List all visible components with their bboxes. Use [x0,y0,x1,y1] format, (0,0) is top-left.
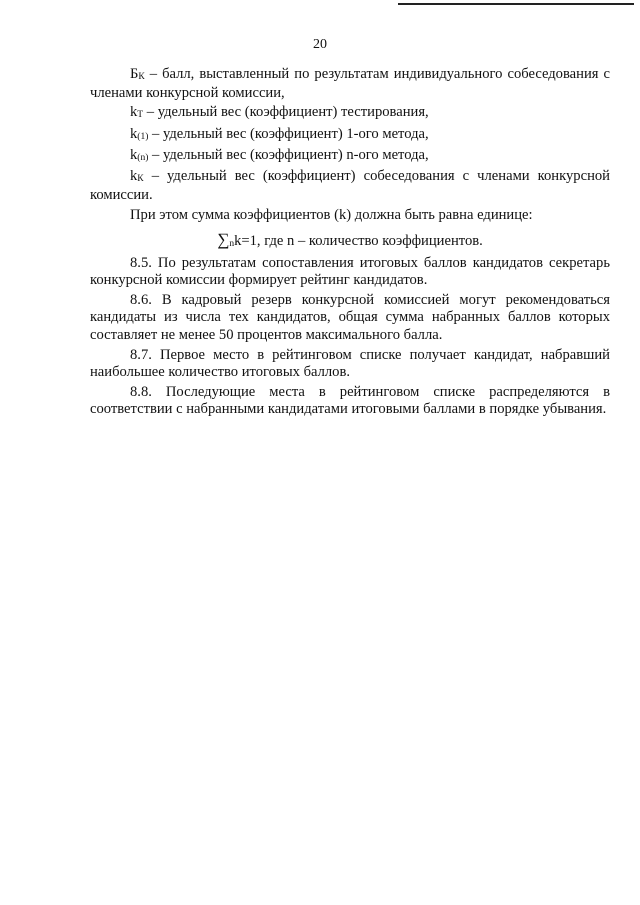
definition-bk [90,66,610,102]
scan-top-rule [398,3,634,5]
sigma-symbol: ∑ [217,229,230,249]
definition-k1 [90,126,610,145]
definition-subscript: К [138,72,145,82]
definition-kt [90,104,610,123]
formula-text: k=1, где n – количество коэффициентов. [234,232,483,249]
definition-symbol: k [130,125,138,142]
definition-kn [90,147,610,166]
definition-subscript: К [137,174,144,185]
definition-subscript: Т [137,110,144,121]
document-body [90,66,610,419]
definition-text: – удельный вес (коэффициент) 1-ого метода, [148,125,429,142]
clause-8-6: 8.6. В кадровый резерв конкурсной комиссией могут рекомендоваться кандидаты из числа тех кандидатов, общая сумма набранных баллов которых составляет не менее 50 процентов максимального балла. [90,292,610,343]
definition-symbol: k [130,168,138,185]
definition-symbol: k [130,146,138,163]
definition-subscript: (1) [137,131,149,142]
coefficient-sum-formula [90,231,610,252]
definition-subscript: (n) [137,152,149,163]
sum-intro: При этом сумма коэффициентов (k) должна быть равна единице: [130,207,533,224]
clause-8-7: 8.7. Первое место в рейтинговом списке получает кандидат, набравший наибольшее количество итоговых баллов. [90,346,610,381]
page-number: 20 [313,37,327,52]
definition-text: – балл, выставленный по результатам индивидуального собеседования с членами конкурсной комиссии, [90,66,610,102]
definition-text: – удельный вес (коэффициент) тестирования, [143,104,429,121]
definition-symbol: k [130,104,138,121]
definition-text: – удельный вес (коэффициент) n-ого метода, [148,146,429,163]
definition-symbol: Б [130,66,139,82]
sigma-subscript: n [229,238,235,249]
clause-8-8: 8.8. Последующие места в рейтинговом списке распределяются в соответствии с набранными кандидатами итоговыми баллами в порядке убывания. [90,384,610,418]
definition-kk [90,168,610,204]
definition-text: – удельный вес (коэффициент) собеседования с членами конкурсной комиссии. [90,168,610,204]
clause-8-5: 8.5. По результатам сопоставления итоговых баллов кандидатов секретарь конкурсной комиссии формирует рейтинг кандидатов. [90,254,610,289]
